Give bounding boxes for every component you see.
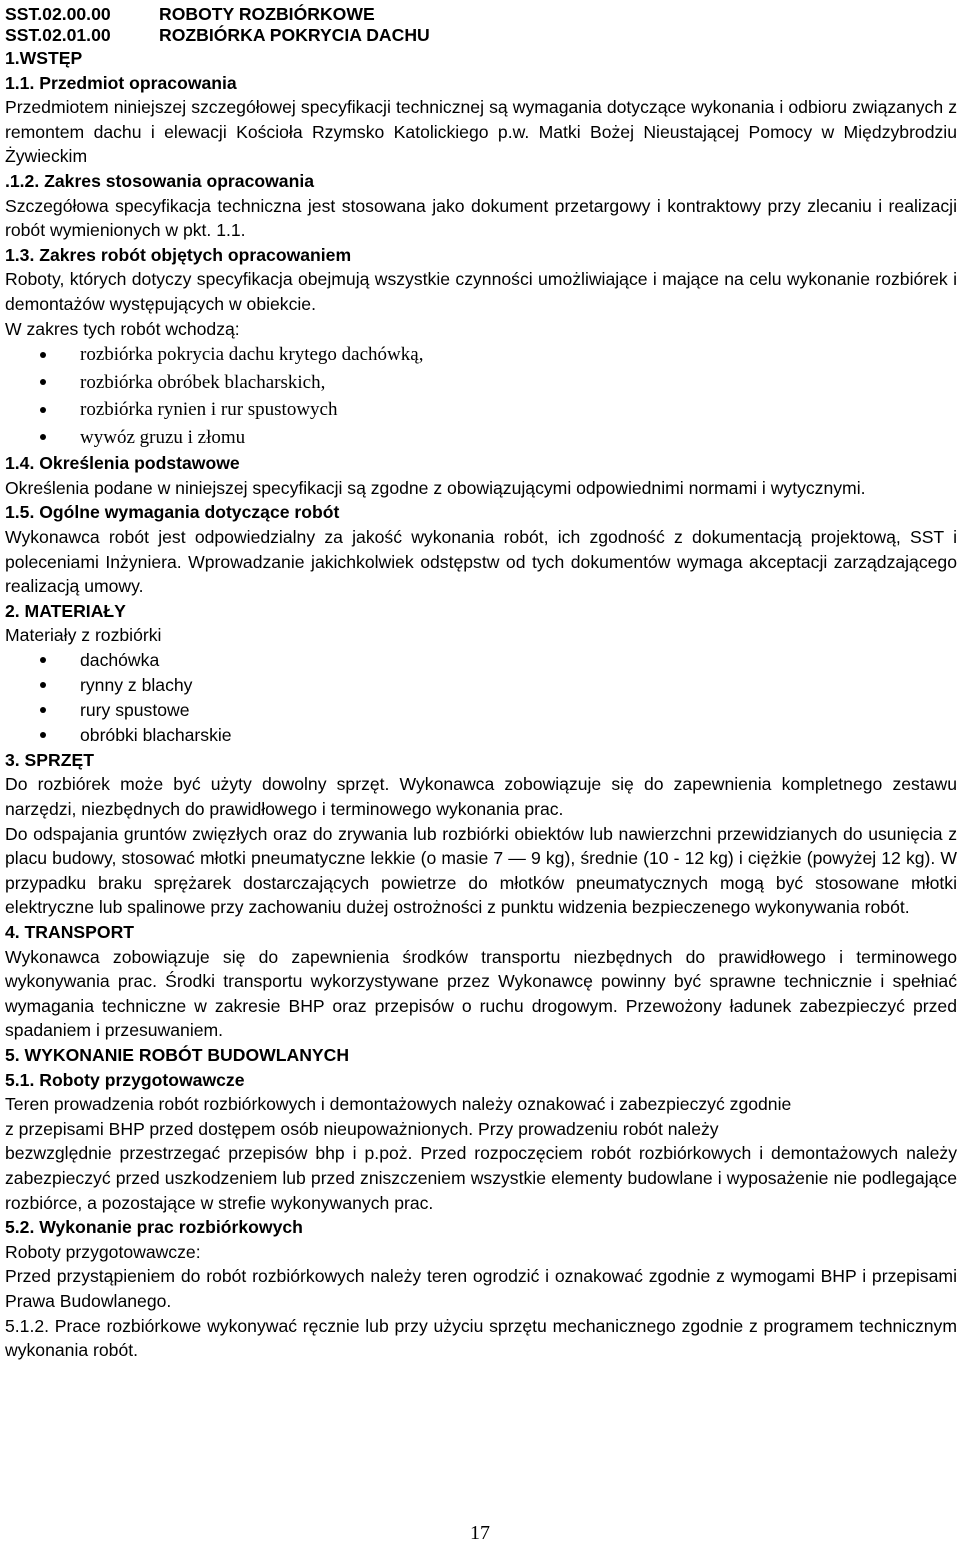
section-heading: 4. TRANSPORT bbox=[5, 922, 135, 943]
paragraph: bezwzględnie przestrzegać przepisów bhp i p.poż. Przed rozpoczęciem robót rozbiórkowych i demontażowych należy zabezpieczyć przed uszkodzeniem lub przed zniszczeniem wszystkie elementy budowlane i wyposażenie nie podlegające rozbiórce, a pozostające w strefie wykonywanych prac. bbox=[5, 1143, 957, 1213]
list-item-text: wywóz gruzu i złomu bbox=[80, 426, 246, 448]
paragraph-line: Teren prowadzenia robót rozbiórkowych i demontażowych należy oznakować i zabezpieczyć zgodnie bbox=[5, 1094, 792, 1115]
list-item bbox=[5, 673, 957, 698]
list-item bbox=[5, 396, 957, 424]
list-item bbox=[5, 369, 957, 397]
list-item-text: rozbiórka pokrycia dachu krytego dachówką, bbox=[80, 344, 424, 366]
paragraph: Przed przystąpieniem do robót rozbiórkowych należy teren ogrodzić i oznakować zgodnie z wymogami BHP i przepisami Prawa Budowlanego. bbox=[5, 1266, 957, 1311]
list-intro: Materiały z rozbiórki bbox=[5, 625, 162, 646]
section-heading: 3. SPRZĘT bbox=[5, 749, 94, 770]
paragraph: Przedmiotem niniejszej szczegółowej specyfikacji technicznej są wymagania dotyczące wykonania i odbioru związanych z remontem dachu i elewacji Kościoła Rzymsko Katolickiego p.w. Matki Bożej Nieustającej Pomocy w Międzybrodziu Żywieckim bbox=[5, 97, 957, 167]
paragraph: Roboty, których dotyczy specyfikacja obejmują wszystkie czynności umożliwiające i mające na celu wykonanie rozbiórek i demontażów występujących w obiekcie. bbox=[5, 269, 957, 314]
bullet-icon bbox=[40, 707, 46, 713]
section-heading: 5.1. Roboty przygotowawcze bbox=[5, 1069, 245, 1090]
spec-header-row bbox=[5, 4, 957, 25]
section-heading: 1.WSTĘP bbox=[5, 48, 83, 68]
section-heading: 1.1. Przedmiot opracowania bbox=[5, 72, 237, 93]
list-intro: Roboty przygotowawcze: bbox=[5, 1241, 201, 1262]
section-heading: 2. MATERIAŁY bbox=[5, 600, 126, 621]
list-item bbox=[5, 424, 957, 452]
list-item-text: rozbiórka obróbek blacharskich, bbox=[80, 371, 326, 393]
list-item-text: obróbki blacharskie bbox=[80, 724, 232, 745]
document-page bbox=[5, 4, 957, 1363]
paragraph: Do rozbiórek może być użyty dowolny sprzęt. Wykonawca zobowiązuje się do zapewnienia kompletnego zestawu narzędzi, niezbędnych do prawidłowego i terminowego wykonania prac. bbox=[5, 774, 957, 820]
section-heading: 5. WYKONANIE ROBÓT BUDOWLANYCH bbox=[5, 1045, 350, 1065]
list-intro: W zakres tych robót wchodzą: bbox=[5, 318, 240, 339]
list-item-text: rury spustowe bbox=[80, 699, 190, 720]
bullet-icon bbox=[40, 434, 46, 440]
bullet-icon bbox=[40, 352, 46, 358]
bullet-icon bbox=[40, 682, 46, 688]
bullet-icon bbox=[40, 407, 46, 413]
list-item-text: rynny z blachy bbox=[80, 674, 193, 695]
spec-title: ROBOTY ROZBIÓRKOWE bbox=[159, 4, 375, 24]
spec-code: SST.02.01.00 bbox=[5, 25, 111, 45]
list-item-text: dachówka bbox=[80, 649, 160, 670]
paragraph-line: z przepisami BHP przed dostępem osób nieupoważnionych. Przy prowadzeniu robót należy bbox=[5, 1118, 719, 1139]
bullet-list bbox=[5, 341, 957, 451]
spec-header-row bbox=[5, 25, 957, 46]
list-item bbox=[5, 698, 957, 723]
section-heading: 5.2. Wykonanie prac rozbiórkowych bbox=[5, 1217, 303, 1238]
section-heading: .1.2. Zakres stosowania opracowania bbox=[5, 170, 314, 191]
paragraph: Wykonawca zobowiązuje się do zapewnienia środków transportu niezbędnych do prawidłowego i terminowego wykonywania prac. Środki transportu wykorzystywane przez Wykonawcę powinny być sprawne technicznie i spełniać wymagania techniczne w zakresie BHP oraz przepisów o ruchu drogowym. Przewożony ładunek zabezpieczyć przed spadaniem i przesuwaniem. bbox=[5, 946, 957, 1041]
spec-code: SST.02.00.00 bbox=[5, 4, 111, 24]
list-item-text: rozbiórka rynien i rur spustowych bbox=[80, 399, 338, 421]
paragraph: 5.1.2. Prace rozbiórkowe wykonywać ręcznie lub przy użyciu sprzętu mechanicznego zgodnie z programem technicznym wykonania robót. bbox=[5, 1315, 957, 1361]
bullet-icon bbox=[40, 732, 46, 738]
section-heading: 1.4. Określenia podstawowe bbox=[5, 453, 240, 474]
paragraph: Określenia podane w niniejszej specyfikacji są zgodne z obowiązującymi odpowiednimi normami i wytycznymi. bbox=[5, 477, 866, 498]
section-heading: 1.3. Zakres robót objętych opracowaniem bbox=[5, 244, 352, 265]
bullet-list bbox=[5, 648, 957, 748]
bullet-icon bbox=[40, 379, 46, 385]
spec-title: ROZBIÓRKA POKRYCIA DACHU bbox=[159, 25, 430, 45]
paragraph: Wykonawca robót jest odpowiedzialny za jakość wykonania robót, ich zgodność z dokumentacją projektową, SST i poleceniami Inżyniera. Wprowadzanie jakichkolwiek odstępstw od tych dokumentów wymaga akceptacji zarządzającego realizacją umowy. bbox=[5, 526, 957, 597]
section-heading: 1.5. Ogólne wymagania dotyczące robót bbox=[5, 502, 340, 523]
list-item bbox=[5, 648, 957, 673]
paragraph: Do odspajania gruntów zwięzłych oraz do zrywania lub rozbiórki obiektów lub nawierzchni przewidzianych do usunięcia z placu budowy, stosować młotki pneumatyczne lekkie (o masie 7 — 9 kg), średnie (10 - 12 kg) i ciężkie (powyżej 12 kg). W przypadku braku sprężarek dostarczających powietrze do młotków pneumatycznych mogą być stosowane młotki elektryczne lub spalinowe przy zachowaniu dużej ostrożności z punktu widzenia bezpieczenego wykonywania robót. bbox=[5, 823, 957, 918]
list-item bbox=[5, 341, 957, 369]
page-number: 17 bbox=[470, 1522, 490, 1544]
paragraph: Szczegółowa specyfikacja techniczna jest stosowana jako dokument przetargowy i kontraktowy przy zlecaniu i realizacji robót wymienionych w pkt. 1.1. bbox=[5, 195, 957, 241]
bullet-icon bbox=[40, 657, 46, 663]
list-item bbox=[5, 723, 957, 748]
